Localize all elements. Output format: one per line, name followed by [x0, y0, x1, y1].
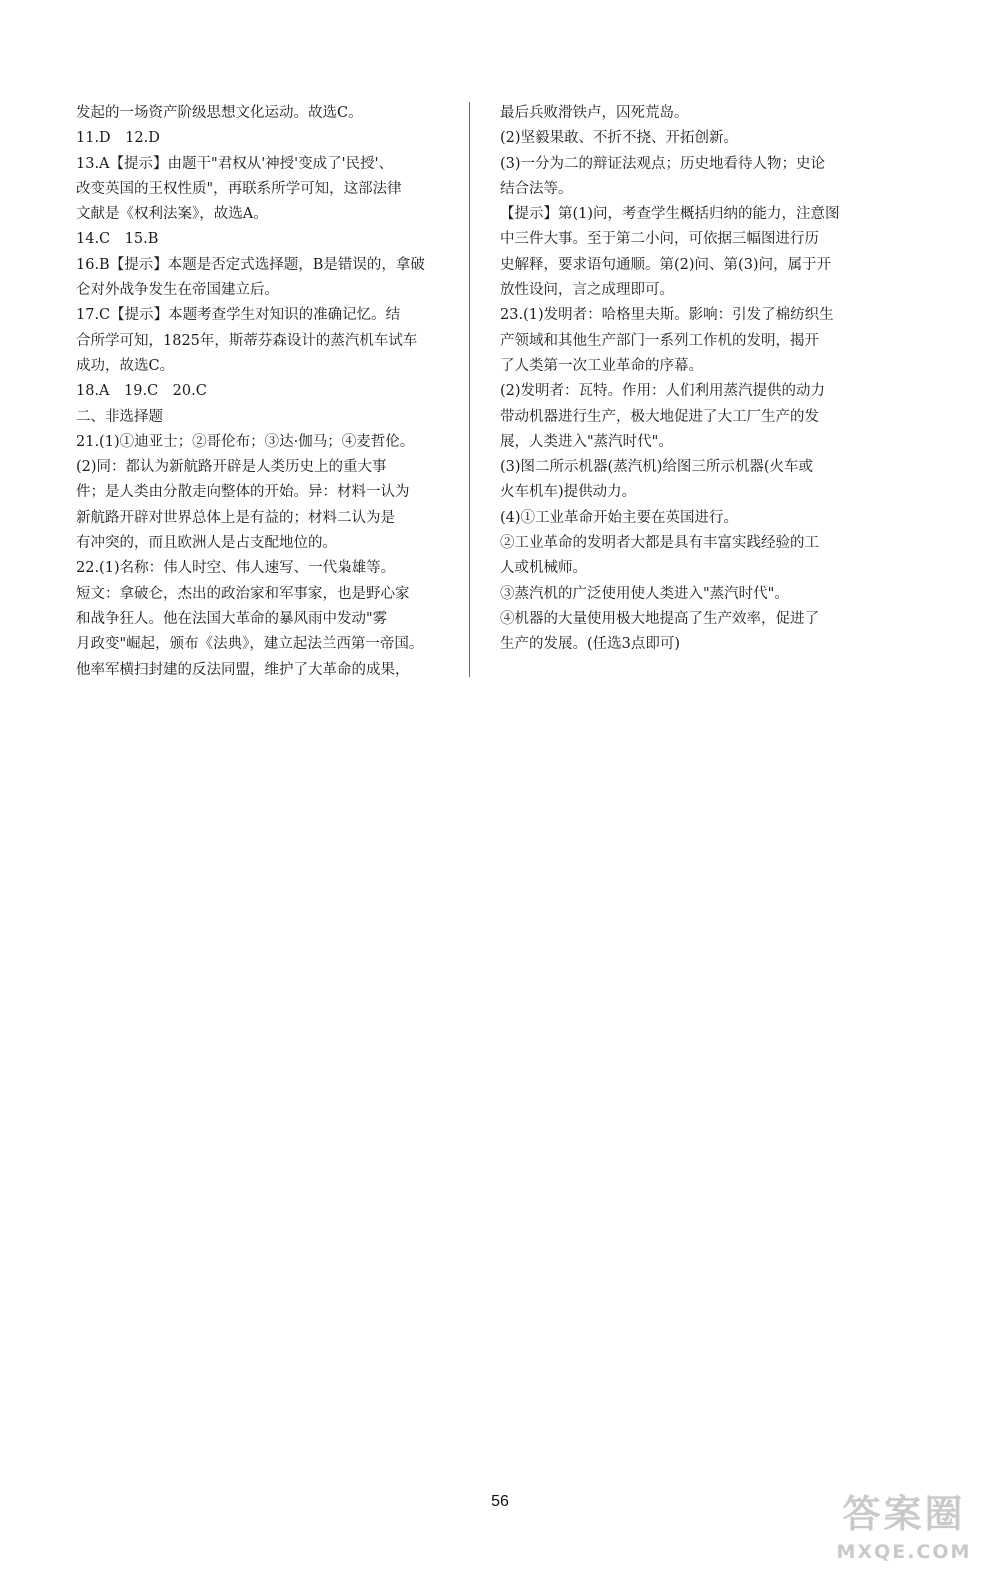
text-line: 文献是《权利法案》，故选A。 — [76, 206, 268, 223]
text-line: 放性设问，言之成理即可。 — [500, 282, 674, 299]
text-line: 他率军横扫封建的反法同盟，维护了大革命的成果， — [76, 661, 410, 678]
text-line: ③蒸汽机的广泛使用使人类进入"蒸汽时代"。 — [500, 585, 789, 602]
text-line: 13.A【提示】由题干"君权从'神授'变成了'民授'、 — [76, 155, 394, 172]
text-line: 短文：拿破仑，杰出的政治家和军事家，也是野心家 — [76, 585, 410, 602]
text-line: 带动机器进行生产，极大地促进了大工厂生产的发 — [500, 408, 819, 425]
text-line: 新航路开辟对世界总体上是有益的；材料二认为是 — [76, 509, 395, 526]
text-line: 18.A 19.C 20.C — [76, 383, 207, 400]
text-line: 火车机车)提供动力。 — [500, 484, 637, 501]
text-line: 仑对外战争发生在帝国建立后。 — [76, 282, 279, 299]
text-line: 21.(1)①迪亚士；②哥伦布；③达·伽马；④麦哲伦。 — [76, 433, 415, 450]
text-line: (2)发明者：瓦特。作用：人们利用蒸汽提供的动力 — [500, 383, 826, 400]
text-line: ②工业革命的发明者大都是具有丰富实践经验的工 — [500, 535, 819, 552]
text-line: 成功，故选C。 — [76, 357, 175, 374]
text-line: 17.C【提示】本题考查学生对知识的准确记忆。结 — [76, 307, 401, 324]
watermark-bottom-text: MXQE.COM — [836, 1541, 972, 1563]
text-line: 16.B【提示】本题是否定式选择题，B是错误的，拿破 — [76, 256, 425, 273]
text-line: 了人类第一次工业革命的序幕。 — [500, 357, 703, 374]
text-line: 件；是人类由分散走向整体的开始。异：材料一认为 — [76, 484, 410, 501]
watermark-logo — [818, 1490, 990, 1574]
text-line: (4)①工业革命开始主要在英国进行。 — [500, 509, 739, 526]
text-line: (2)同：都认为新航路开辟是人类历史上的重大事 — [76, 459, 387, 476]
text-line: 发起的一场资产阶级思想文化运动。故选C。 — [76, 105, 363, 121]
text-line: (3)一分为二的辩证法观点；历史地看待人物；史论 — [500, 155, 826, 172]
text-line: 最后兵败滑铁卢，囚死荒岛。 — [500, 105, 689, 121]
text-line: 14.C 15.B — [76, 231, 159, 248]
text-line: 生产的发展。(任选3点即可) — [500, 636, 681, 653]
text-line: 二、非选择题 — [76, 408, 163, 425]
text-line: 22.(1)名称：伟人时空、伟人速写、一代枭雄等。 — [76, 560, 396, 577]
text-line: 和战争狂人。他在法国大革命的暴风雨中发动"雾 — [76, 610, 388, 627]
text-line: ④机器的大量使用极大地提高了生产效率，促进了 — [500, 610, 819, 627]
text-line: 中三件大事。至于第二小问，可依据三幅图进行历 — [500, 231, 819, 248]
text-line: 结合法等。 — [500, 180, 573, 197]
text-line: 史解释，要求语句通顺。第(2)问、第(3)问，属于开 — [500, 256, 832, 273]
text-line: 23.(1)发明者：哈格里夫斯。影响：引发了棉纺织生 — [500, 307, 834, 324]
text-line: (3)图二所示机器(蒸汽机)给图三所示机器(火车或 — [500, 459, 814, 476]
column-divider — [469, 102, 470, 677]
page-number: 56 — [491, 1493, 509, 1510]
text-line: (2)坚毅果敢、不折不挠、开拓创新。 — [500, 130, 739, 147]
right-column — [500, 101, 875, 658]
text-line: 11.D 12.D — [76, 130, 160, 147]
text-line: 改变英国的王权性质"，再联系所学可知，这部法律 — [76, 180, 402, 197]
text-line: 月政变"崛起，颁布《法典》，建立起法兰西第一帝国。 — [76, 636, 424, 653]
text-line: 产领域和其他生产部门一系列工作机的发明，揭开 — [500, 332, 819, 349]
text-line: 【提示】第(1)问，考查学生概括归纳的能力，注意图 — [500, 206, 840, 223]
text-line: 人或机械师。 — [500, 560, 587, 577]
text-line: 合所学可知，1825年，斯蒂芬森设计的蒸汽机车试车 — [76, 332, 418, 349]
text-line: 展，人类进入"蒸汽时代"。 — [500, 433, 673, 450]
left-column — [76, 101, 444, 683]
watermark-top-text: 答案圈 — [842, 1492, 966, 1536]
text-line: 有冲突的，而且欧洲人是占支配地位的。 — [76, 535, 337, 552]
